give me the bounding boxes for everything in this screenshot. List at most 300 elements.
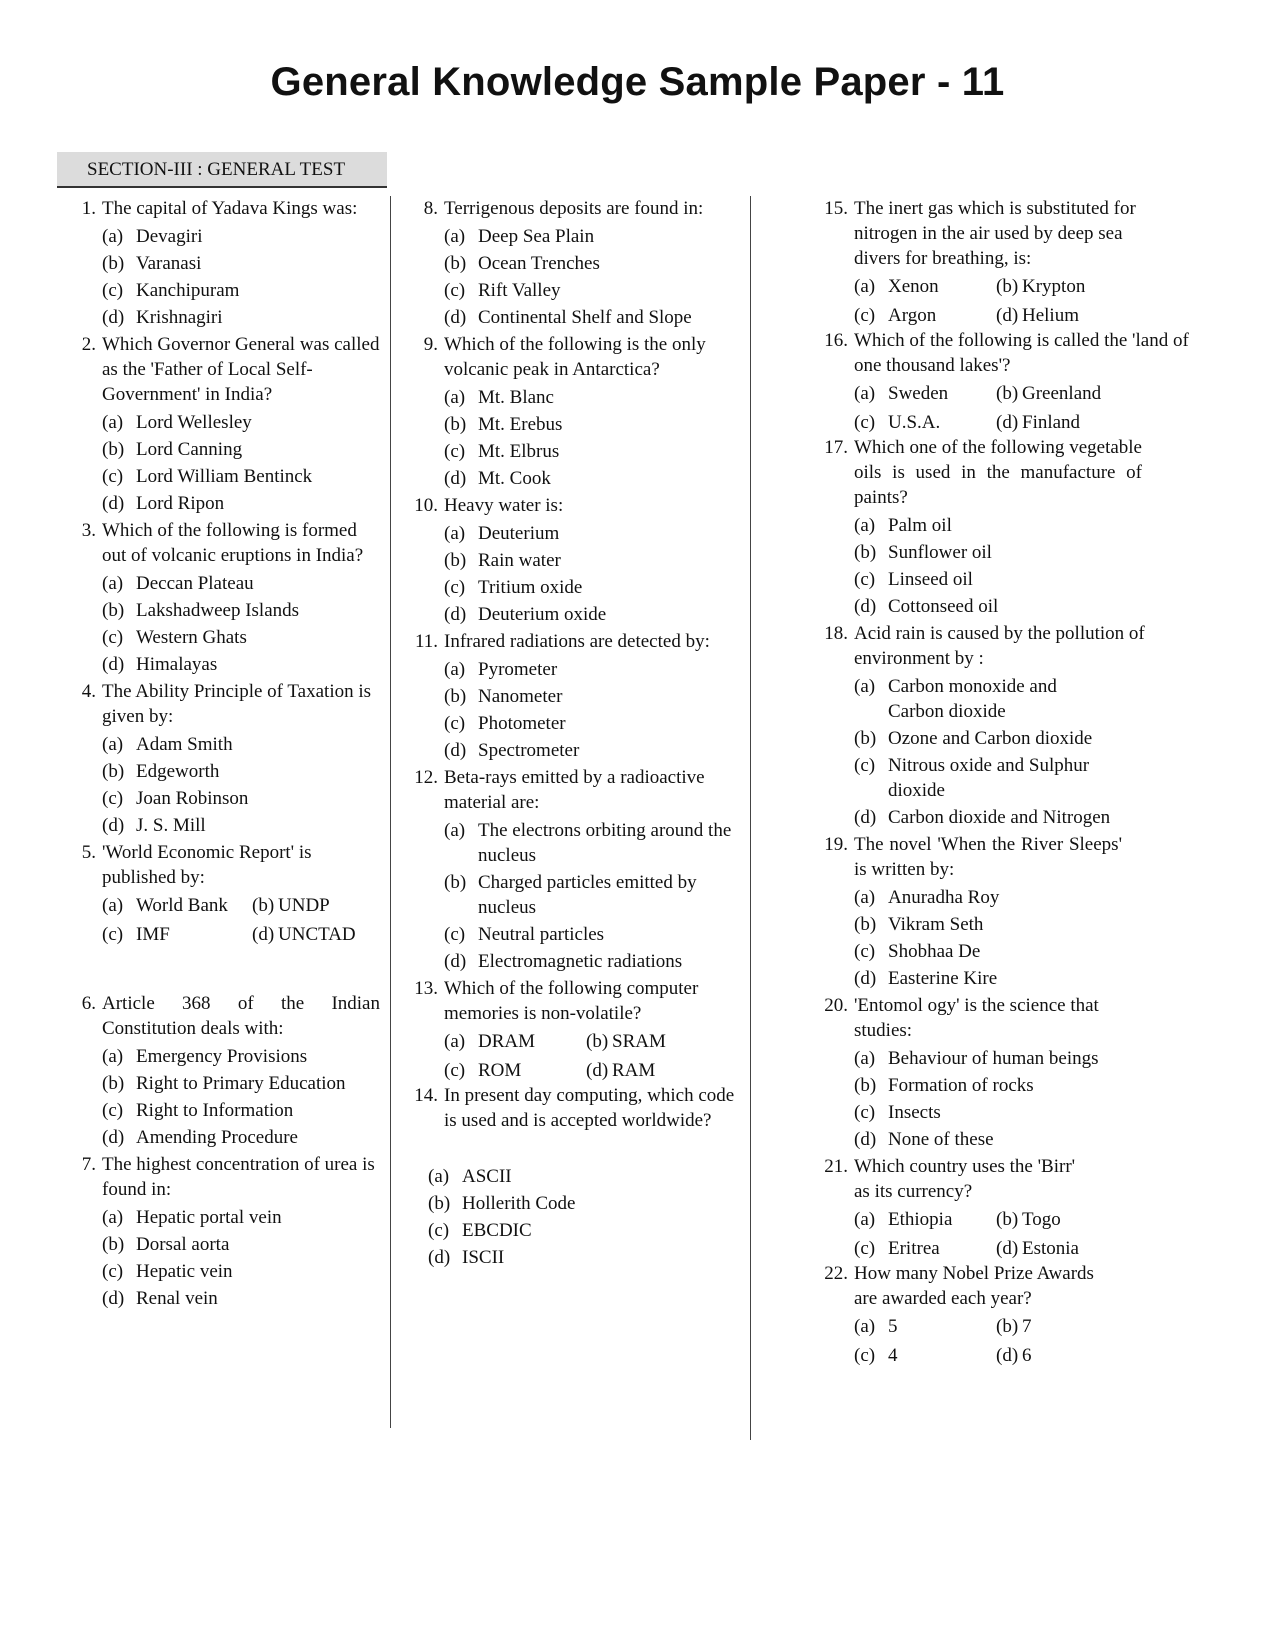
option xyxy=(854,1073,1192,1098)
question-text: 'Entomol ogy' is the science that studies: xyxy=(854,995,1099,1041)
option xyxy=(444,1029,586,1054)
option-label: (a) xyxy=(444,659,466,680)
option xyxy=(854,1314,996,1339)
option-text: Deuterium xyxy=(478,523,560,544)
question-number: 7. xyxy=(81,1154,96,1175)
option-text: Nitrous oxide and Sulphur dioxide xyxy=(888,755,1090,801)
question xyxy=(412,976,740,1083)
option-label: (d) xyxy=(444,951,467,972)
option-grid xyxy=(444,1029,740,1083)
question-number: 20. xyxy=(824,995,848,1016)
option-text: ISCII xyxy=(462,1247,505,1268)
option-label: (b) xyxy=(102,1234,125,1255)
option-label: (b) xyxy=(996,276,1019,297)
option-text: IMF xyxy=(136,924,170,945)
spacer xyxy=(70,947,380,991)
option-text: EBCDIC xyxy=(462,1220,532,1241)
option-label: (b) xyxy=(854,914,877,935)
option xyxy=(444,657,740,682)
option xyxy=(854,381,996,406)
option xyxy=(444,305,740,330)
option-label: (d) xyxy=(444,468,467,489)
option-text: Varanasi xyxy=(136,253,202,274)
question-body xyxy=(444,493,740,629)
question-body xyxy=(444,196,740,332)
option-text: 5 xyxy=(888,1316,898,1337)
option-text: Right to Information xyxy=(136,1100,294,1121)
option-label: (b) xyxy=(444,253,467,274)
column-divider xyxy=(750,196,751,1440)
option-text: Deccan Plateau xyxy=(136,573,254,594)
question-body xyxy=(102,1152,380,1313)
spacer xyxy=(412,1136,740,1162)
option xyxy=(102,1125,380,1150)
question xyxy=(70,196,380,332)
option-text: ASCII xyxy=(462,1166,512,1187)
option-label: (b) xyxy=(252,895,275,916)
option xyxy=(102,305,380,330)
question xyxy=(412,765,740,976)
option-label: (b) xyxy=(444,686,467,707)
question xyxy=(70,991,380,1152)
option-label: (d) xyxy=(102,1288,125,1309)
option-text: Helium xyxy=(1022,305,1079,326)
option xyxy=(854,594,1192,619)
option xyxy=(102,491,380,516)
question-body xyxy=(444,629,740,765)
option-label: (d) xyxy=(102,1127,125,1148)
option-text: Mt. Elbrus xyxy=(478,441,560,462)
option-label: (c) xyxy=(444,1060,466,1081)
option-text: Lord Ripon xyxy=(136,493,225,514)
option xyxy=(102,1098,380,1123)
question-body xyxy=(102,332,380,518)
option xyxy=(102,652,380,677)
question-text: How many Nobel Prize Awards are awarded each year? xyxy=(854,1263,1094,1309)
option xyxy=(996,274,1192,299)
option-text: Tritium oxide xyxy=(478,577,583,598)
question-body xyxy=(102,840,380,947)
question xyxy=(70,518,380,679)
option-text: Lord Wellesley xyxy=(136,412,252,433)
option xyxy=(586,1029,740,1054)
question xyxy=(412,493,740,629)
question-number: 19. xyxy=(824,834,848,855)
option xyxy=(102,1071,380,1096)
option xyxy=(102,625,380,650)
question xyxy=(412,196,740,332)
option-text: Neutral particles xyxy=(478,924,605,945)
option-text: Mt. Cook xyxy=(478,468,551,489)
option xyxy=(854,1236,996,1261)
option xyxy=(102,922,252,947)
option-label: (d) xyxy=(444,604,467,625)
option-text: Devagiri xyxy=(136,226,203,247)
question-text: Terrigenous deposits are found in: xyxy=(444,198,704,219)
option xyxy=(102,1044,380,1069)
question-body xyxy=(854,1154,1192,1261)
option xyxy=(102,1286,380,1311)
question xyxy=(412,1083,740,1136)
option-label: (c) xyxy=(102,627,124,648)
option-label: (a) xyxy=(102,573,124,594)
option-label: (d) xyxy=(102,815,125,836)
option-text: Edgeworth xyxy=(136,761,220,782)
question-body xyxy=(102,196,380,332)
option-label: (b) xyxy=(996,1209,1019,1230)
option xyxy=(102,278,380,303)
question-number: 8. xyxy=(423,198,438,219)
option-label: (a) xyxy=(854,276,876,297)
option xyxy=(996,1314,1192,1339)
option-label: (d) xyxy=(102,307,125,328)
option-text: Ocean Trenches xyxy=(478,253,600,274)
column-1 xyxy=(70,196,380,1313)
option-label: (d) xyxy=(854,1129,877,1150)
option-label: (c) xyxy=(854,305,876,326)
option xyxy=(444,251,740,276)
option-text: Emergency Provisions xyxy=(136,1046,308,1067)
column-3 xyxy=(822,196,1192,1368)
question-number: 4. xyxy=(81,681,96,702)
question-text: Acid rain is caused by the pollution of environment by : xyxy=(854,623,1145,669)
question-number: 10. xyxy=(414,495,438,516)
option xyxy=(444,738,740,763)
option xyxy=(102,732,380,757)
option-label: (d) xyxy=(444,740,467,761)
option-grid xyxy=(854,274,1192,328)
option-text: Electromagnetic radiations xyxy=(478,951,683,972)
option xyxy=(854,726,1192,751)
question-body xyxy=(854,621,1192,832)
option xyxy=(444,684,740,709)
option xyxy=(102,893,252,918)
option-text: Ozone and Carbon dioxide xyxy=(888,728,1093,749)
option xyxy=(854,966,1192,991)
option-text: Western Ghats xyxy=(136,627,247,648)
option-list xyxy=(412,1164,740,1270)
option-label: (c) xyxy=(444,441,466,462)
question-number: 5. xyxy=(81,842,96,863)
option-label: (c) xyxy=(444,924,466,945)
question-body xyxy=(444,1083,740,1136)
question-text: Which country uses the 'Birr' as its currency? xyxy=(854,1156,1076,1202)
option-label: (a) xyxy=(854,515,876,536)
option xyxy=(996,1207,1192,1232)
option-label: (a) xyxy=(854,887,876,908)
option xyxy=(102,437,380,462)
option-text: Eritrea xyxy=(888,1238,940,1259)
option-label: (a) xyxy=(102,226,124,247)
option xyxy=(428,1218,740,1243)
option-text: Vikram Seth xyxy=(888,914,984,935)
question-number: 22. xyxy=(824,1263,848,1284)
option xyxy=(428,1164,740,1189)
option-label: (a) xyxy=(854,676,876,697)
option-text: U.S.A. xyxy=(888,412,941,433)
option-text: 6 xyxy=(1022,1345,1032,1366)
question-text: The inert gas which is substituted for nitrogen in the air used by deep sea divers for breathing, is: xyxy=(854,198,1136,269)
option-label: (b) xyxy=(102,439,125,460)
option-label: (c) xyxy=(854,1102,876,1123)
option-label: (b) xyxy=(996,1316,1019,1337)
option xyxy=(854,274,996,299)
option-label: (c) xyxy=(854,569,876,590)
option-text: DRAM xyxy=(478,1031,536,1052)
option xyxy=(854,674,1192,724)
option-text: Dorsal aorta xyxy=(136,1234,230,1255)
question-body xyxy=(854,1261,1192,1368)
page-title: General Knowledge Sample Paper - 11 xyxy=(270,60,1005,104)
option xyxy=(444,466,740,491)
option-label: (b) xyxy=(854,542,877,563)
question-number: 2. xyxy=(81,334,96,355)
option-text: Sweden xyxy=(888,383,949,404)
option-label: (b) xyxy=(586,1031,609,1052)
option xyxy=(428,1245,740,1270)
option xyxy=(854,1100,1192,1125)
question xyxy=(822,832,1192,993)
option xyxy=(102,251,380,276)
option-text: Continental Shelf and Slope xyxy=(478,307,692,328)
option xyxy=(102,224,380,249)
option-label: (b) xyxy=(854,1075,877,1096)
option-text: The electrons orbiting around the nucleus xyxy=(478,820,732,866)
option-label: (c) xyxy=(444,577,466,598)
question-text: Which of the following is called the 'land of one thousand lakes'? xyxy=(854,330,1189,376)
question-text: Beta-rays emitted by a radioactive material are: xyxy=(444,767,705,813)
question-body xyxy=(444,976,740,1083)
question xyxy=(70,332,380,518)
question-text: The Ability Principle of Taxation is given by: xyxy=(102,681,372,727)
option-label: (a) xyxy=(428,1166,450,1187)
question-text: Which Governor General was called as the 'Father of Local Self-Government' in India? xyxy=(102,334,380,405)
option xyxy=(444,412,740,437)
option-text: Palm oil xyxy=(888,515,952,536)
question-text: Which of the following is formed out of volcanic eruptions in India? xyxy=(102,520,364,566)
question-body xyxy=(102,991,380,1152)
option xyxy=(996,410,1192,435)
option xyxy=(996,1343,1192,1368)
option xyxy=(854,513,1192,538)
option-text: Formation of rocks xyxy=(888,1075,1034,1096)
question-number: 12. xyxy=(414,767,438,788)
question-body xyxy=(444,765,740,976)
question-number: 17. xyxy=(824,437,848,458)
option-text: Argon xyxy=(888,305,937,326)
option-text: Charged particles emitted by nucleus xyxy=(478,872,697,918)
question xyxy=(70,1152,380,1313)
option-label: (c) xyxy=(854,1345,876,1366)
question-text: The capital of Yadava Kings was: xyxy=(102,198,358,219)
option-label: (a) xyxy=(444,387,466,408)
option xyxy=(444,278,740,303)
question-number: 21. xyxy=(824,1156,848,1177)
question-text: Heavy water is: xyxy=(444,495,564,516)
option-label: (d) xyxy=(586,1060,609,1081)
question xyxy=(822,993,1192,1154)
option-text: Hepatic portal vein xyxy=(136,1207,282,1228)
option xyxy=(444,575,740,600)
option-label: (b) xyxy=(854,728,877,749)
option-text: J. S. Mill xyxy=(136,815,206,836)
option-label: (a) xyxy=(102,1046,124,1067)
question-body xyxy=(854,435,1192,621)
option xyxy=(854,805,1192,830)
option-label: (c) xyxy=(102,788,124,809)
question xyxy=(822,196,1192,328)
question xyxy=(70,840,380,947)
option-text: RAM xyxy=(612,1060,656,1081)
option xyxy=(444,711,740,736)
question xyxy=(822,1261,1192,1368)
question-text: Which of the following is the only volcanic peak in Antarctica? xyxy=(444,334,706,380)
option-text: Himalayas xyxy=(136,654,218,675)
option xyxy=(102,759,380,784)
option xyxy=(854,885,1192,910)
option-label: (b) xyxy=(428,1193,451,1214)
option-text: Anuradha Roy xyxy=(888,887,1000,908)
option-label: (a) xyxy=(444,226,466,247)
option xyxy=(854,912,1192,937)
option-text: Carbon dioxide and Nitrogen xyxy=(888,807,1111,828)
option-text: Carbon monoxide and Carbon dioxide xyxy=(888,676,1057,722)
question-number: 3. xyxy=(81,520,96,541)
option-text: Linseed oil xyxy=(888,569,973,590)
option-text: Kanchipuram xyxy=(136,280,240,301)
option-text: Krishnagiri xyxy=(136,307,223,328)
question-body xyxy=(102,679,380,840)
question-text: 'World Economic Report' is published by: xyxy=(102,842,312,888)
option xyxy=(102,571,380,596)
option-label: (a) xyxy=(854,1209,876,1230)
option xyxy=(854,1046,1192,1071)
question-body xyxy=(444,332,740,493)
option-label: (a) xyxy=(102,895,124,916)
option-label: (a) xyxy=(854,1316,876,1337)
option xyxy=(854,1343,996,1368)
option-label: (c) xyxy=(854,1238,876,1259)
option xyxy=(252,922,380,947)
option xyxy=(854,303,996,328)
question-number: 6. xyxy=(81,993,96,1014)
option-text: Cottonseed oil xyxy=(888,596,999,617)
question-number: 11. xyxy=(414,631,438,652)
option-label: (a) xyxy=(444,523,466,544)
option-text: Mt. Erebus xyxy=(478,414,563,435)
option-text: Joan Robinson xyxy=(136,788,249,809)
option xyxy=(428,1191,740,1216)
option-text: Ethiopia xyxy=(888,1209,953,1230)
option xyxy=(444,521,740,546)
option-text: Spectrometer xyxy=(478,740,580,761)
option xyxy=(854,410,996,435)
option xyxy=(586,1058,740,1083)
option-label: (b) xyxy=(444,414,467,435)
option-text: Pyrometer xyxy=(478,659,558,680)
option-label: (b) xyxy=(444,872,467,893)
option-label: (a) xyxy=(102,1207,124,1228)
option-text: 7 xyxy=(1022,1316,1032,1337)
option-text: Shobhaa De xyxy=(888,941,981,962)
option-label: (b) xyxy=(102,761,125,782)
option-text: UNDP xyxy=(278,895,330,916)
option-label: (b) xyxy=(996,383,1019,404)
option-text: Krypton xyxy=(1022,276,1086,297)
question-text: Which one of the following vegetable oils is used in the manufacture of paints? xyxy=(854,437,1142,508)
option-label: (d) xyxy=(102,493,125,514)
option-label: (b) xyxy=(102,253,125,274)
option-label: (c) xyxy=(854,755,876,776)
option-text: None of these xyxy=(888,1129,994,1150)
option-text: Lord Canning xyxy=(136,439,243,460)
option-text: Adam Smith xyxy=(136,734,233,755)
option xyxy=(444,870,740,920)
option-text: Deep Sea Plain xyxy=(478,226,595,247)
question-number: 14. xyxy=(414,1085,438,1106)
option-label: (d) xyxy=(854,807,877,828)
option-text: Rift Valley xyxy=(478,280,561,301)
option-label: (d) xyxy=(996,1238,1019,1259)
option-text: World Bank xyxy=(136,895,228,916)
option xyxy=(996,303,1192,328)
question-text: In present day computing, which code is used and is accepted worldwide? xyxy=(444,1085,735,1131)
option-text: Hepatic vein xyxy=(136,1261,233,1282)
question-text: Which of the following computer memories is non-volatile? xyxy=(444,978,699,1024)
option-text: Deuterium oxide xyxy=(478,604,607,625)
option-label: (a) xyxy=(102,734,124,755)
option xyxy=(102,1205,380,1230)
question-number: 15. xyxy=(824,198,848,219)
option-label: (c) xyxy=(102,1261,124,1282)
option xyxy=(996,381,1192,406)
option-label: (c) xyxy=(102,1100,124,1121)
option-label: (d) xyxy=(102,654,125,675)
option xyxy=(444,224,740,249)
question xyxy=(822,435,1192,621)
option-text: Estonia xyxy=(1022,1238,1079,1259)
option-label: (b) xyxy=(444,550,467,571)
option-label: (d) xyxy=(996,305,1019,326)
option xyxy=(854,1207,996,1232)
question-body xyxy=(854,328,1192,435)
option-label: (a) xyxy=(854,383,876,404)
section-header: SECTION-III : GENERAL TEST xyxy=(57,152,387,188)
option-text: Right to Primary Education xyxy=(136,1073,346,1094)
option xyxy=(444,922,740,947)
option-text: Photometer xyxy=(478,713,566,734)
option-grid xyxy=(854,1207,1192,1261)
question-number: 18. xyxy=(824,623,848,644)
option-grid xyxy=(854,1314,1192,1368)
option-grid xyxy=(102,893,380,947)
option xyxy=(102,464,380,489)
question xyxy=(412,332,740,493)
option xyxy=(444,548,740,573)
option xyxy=(444,818,740,868)
option-text: Hollerith Code xyxy=(462,1193,576,1214)
option xyxy=(854,753,1192,803)
option-label: (d) xyxy=(428,1247,451,1268)
option-text: Sunflower oil xyxy=(888,542,992,563)
question-body xyxy=(854,832,1192,993)
option-text: SRAM xyxy=(612,1031,666,1052)
question-number: 13. xyxy=(414,978,438,999)
option-label: (b) xyxy=(102,600,125,621)
option xyxy=(854,939,1192,964)
option-label: (c) xyxy=(854,412,876,433)
question xyxy=(822,328,1192,435)
